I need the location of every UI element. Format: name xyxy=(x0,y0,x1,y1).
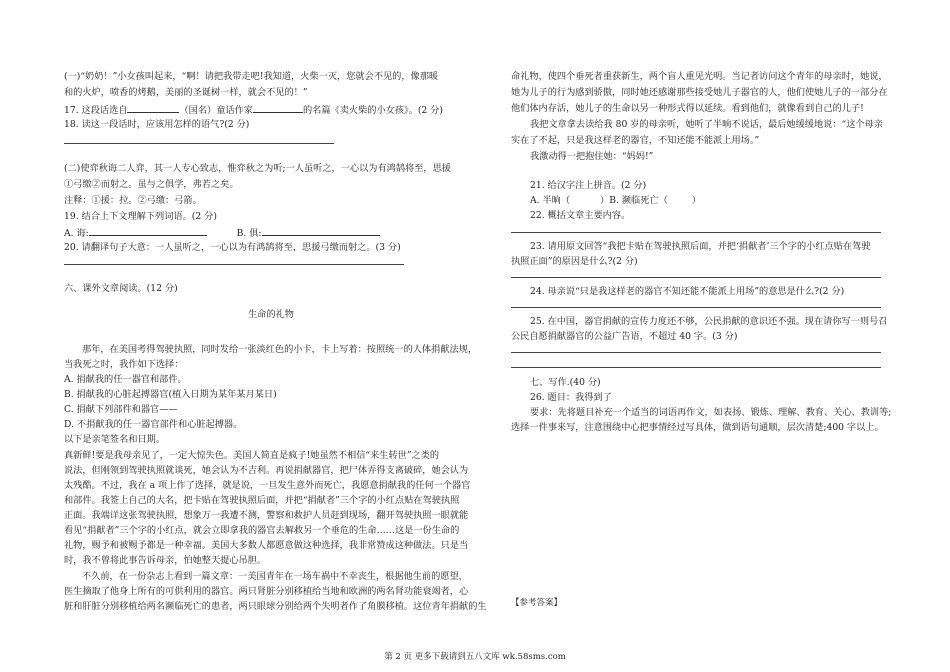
question-21: 21. 给汉字注上拼音。(2 分) xyxy=(530,180,647,191)
article-line-2: 当我死之时，我作如下选择： xyxy=(64,359,184,370)
requirements-line-1: 要求：先将题目补充一个适当的词语再作文，如表扬、锻炼、理解、教育、关心、教训等; xyxy=(530,407,892,418)
question-19: 19. 结合上下文理解下列词语。(2 分) xyxy=(64,211,217,222)
passage-2-note: 注释：①援：拉。②弓缴：弓箭。 xyxy=(64,195,202,206)
answer-line-23 xyxy=(511,277,881,278)
answer-line-22 xyxy=(511,232,881,233)
answer-line-18 xyxy=(64,143,334,144)
option-d: D. 不捐献我的任一器官部件和心脏起搏器。 xyxy=(64,419,243,430)
question-21-b: ）B. 濒临死亡（ xyxy=(600,195,668,206)
signature-line: 以下是亲笔签名和日期。 xyxy=(64,434,166,445)
blank-19-b xyxy=(262,226,380,236)
question-19-b: B. 俱: xyxy=(236,228,262,239)
section-6-heading: 六、课外文章阅读。(12 分) xyxy=(64,283,178,294)
passage-2-line-1: (二)使弈秋诲二人弈，其一人专心致志，惟弈秋之为听;一人虽听之，一心以为有鸿鹄将至，思援 xyxy=(64,163,451,174)
right-article-line-6: 我激动得一把抱住她：“妈妈!” xyxy=(530,151,654,162)
answer-key-heading: 【参考答案】 xyxy=(511,598,563,608)
question-23-line-1: 23. 请用原文回答“我把卡贴在驾驶执照后面，并把‘捐献者’三个字的小红点贴在驾驶 xyxy=(530,241,871,252)
question-17 xyxy=(64,103,443,117)
blank-19-a xyxy=(89,226,207,236)
article-para-3-line-2: 医生摘取了他身上所有的可供利用的器官。两只肾脏分别移植给当地和欧洲的两名肾功能衰竭者，心 xyxy=(64,586,469,597)
passage-1-line-2: 和的火炉，喷香的烤鹅，美丽的圣诞树一样，就会不见的！” xyxy=(64,87,308,98)
question-17-part-a: 17. 这段话选自 xyxy=(64,105,128,116)
article-para-2-line-5: 正面。我端详这张驾驶执照，想象万一我遭不测，警察和救护人员赶到现场，翻开驾驶执照一眼就能 xyxy=(64,510,469,521)
page-footer: 第 2 页 更多下载请到五八文库 wk.58sms.com xyxy=(384,652,566,662)
question-22: 22. 概括文章主要内容。 xyxy=(530,210,631,221)
article-para-2-line-6: 看见“捐献者”三个字的小红点，就会立即拿我的器官去解救另一个垂危的生命……这是一份生命的 xyxy=(64,525,460,536)
article-para-3-line-3: 脏和肝脏分别移植给两名濒临死亡的患者，两只眼球分别给两个失明者作了角膜移植。这位青年捐献的生 xyxy=(64,601,487,612)
answer-line-20 xyxy=(64,264,404,265)
question-19-options xyxy=(64,226,380,240)
right-article-line-2: 她为儿子的行为感到骄傲，同时她还感谢那些接受她儿子器官的人，他们使她儿子的一部分在 xyxy=(511,87,888,98)
article-para-3-line-1: 不久前，在一份杂志上看到一篇文章：一美国青年在一场车祸中不幸丧生，根据他生前的愿望， xyxy=(82,571,468,582)
option-a: A. 捐献我的任一器官和部件。 xyxy=(64,374,187,385)
article-para-2-line-3: 太残酷。不过，我在 a 项上作了选择，就是说，一旦发生意外而死亡，我愿意捐献我的任何一个器官 xyxy=(64,480,471,491)
question-21-a: A. 半晌（ xyxy=(530,195,571,206)
right-article-line-5: 实在了不起，只是我这样老的器官，不知还能不能派上用场。” xyxy=(511,135,760,146)
right-article-line-4: 我把文章拿去读给我 80 岁的母亲听，她听了半晌不说话，最后她缓缓地说：“这个母亲 xyxy=(530,119,883,130)
requirements-line-2: 选择一件事来写，注意围绕中心把事情经过写具体，做到语句通顺，层次清楚;400 字以上。 xyxy=(511,422,884,433)
passage-2-line-2: ①弓缴②而射之。虽与之俱学，弗若之矣。 xyxy=(64,179,239,190)
passage-1-line-1: (一)“奶奶！”小女孩叫起来，“啊！请把我带走吧!我知道，火柴一灭，您就会不见的，像那暖 xyxy=(64,71,439,82)
question-17-part-c: 的名篇《卖火柴的小女孩》。(2 分) xyxy=(302,105,443,116)
question-25-line-2: 公民自愿捐献器官的公益广告语，不超过 40 字。(3 分) xyxy=(511,331,738,342)
article-para-2-line-8: 时，我不曾将此事告诉母亲，怕她整天提心吊胆。 xyxy=(64,555,267,566)
option-c: C. 捐献下列部件和器官—— xyxy=(64,404,178,415)
right-article-line-3: 他们体内存活，她儿子的生命以另一种形式得以延续。看到他们，就像看到自己的儿子! xyxy=(511,103,864,114)
blank-country xyxy=(127,103,179,113)
answer-line-25-b xyxy=(511,367,881,368)
question-26: 26. 题目：我得到了 xyxy=(530,392,612,403)
question-25-line-1: 25. 在中国，器官捐献的宣传力度还不够，公民捐献的意识还不强。现在请你写一则号召 xyxy=(530,316,888,327)
article-para-2-line-4: 和部件。我签上自己的大名，把卡贴在驾驶执照后面，并把“捐献者”三个字的小红点贴在驾驶执照 xyxy=(64,495,460,506)
right-article-line-1: 命礼物，使四个垂死者重获新生，两个盲人重见光明。当记者访问这个青年的母亲时，她说， xyxy=(511,71,888,82)
article-para-2-line-1: 真新鲜!要是我母亲见了，一定大惊失色。美国人简直是疯子!她虽然不相信“来生转世”之类的 xyxy=(64,450,440,461)
article-para-2-line-7: 礼物，赐予和被赐予都是一种幸福。美国大多数人都愿意做这种选择，我非常赞成这种做法。只是当 xyxy=(64,540,469,551)
blank-author xyxy=(253,103,303,113)
question-21-options xyxy=(530,195,701,207)
question-21-close: ） xyxy=(691,195,701,206)
question-18: 18. 读这一段话时，应该用怎样的语气?(2 分) xyxy=(64,119,250,130)
answer-line-25-a xyxy=(511,352,881,353)
question-20: 20. 请翻译句子大意：一人虽听之，一心以为有鸿鹄将至，思援弓缴而射之。(3 分) xyxy=(64,242,401,253)
question-19-a: A. 诲: xyxy=(64,228,89,239)
question-17-part-b: （国名）童话作家 xyxy=(179,105,253,116)
answer-line-24 xyxy=(511,307,881,308)
question-24: 24. 母亲说“只是我这样老的器官不知还能不能派上用场”的意思是什么?(2 分) xyxy=(530,286,845,297)
question-23-line-2: 执照正面”的原因是什么?(2 分) xyxy=(511,256,638,267)
article-title: 生命的礼物 xyxy=(248,309,294,320)
article-para-2-line-2: 说法，但刚领到驾驶执照就谈死，她会认为不吉利。再说捐献器官，把尸体弄得支离破碎，她会认为 xyxy=(64,465,469,476)
option-b: B. 捐献我的心脏起搏器官(植入日期为某年某月某日) xyxy=(64,389,277,400)
article-line-1: 那年，在美国考得驾驶执照，同时发给一张淡红色的小卡，卡上写着：按照统一的人体捐献法规， xyxy=(82,344,478,355)
section-7-heading: 七、写作.(40 分) xyxy=(530,377,601,388)
